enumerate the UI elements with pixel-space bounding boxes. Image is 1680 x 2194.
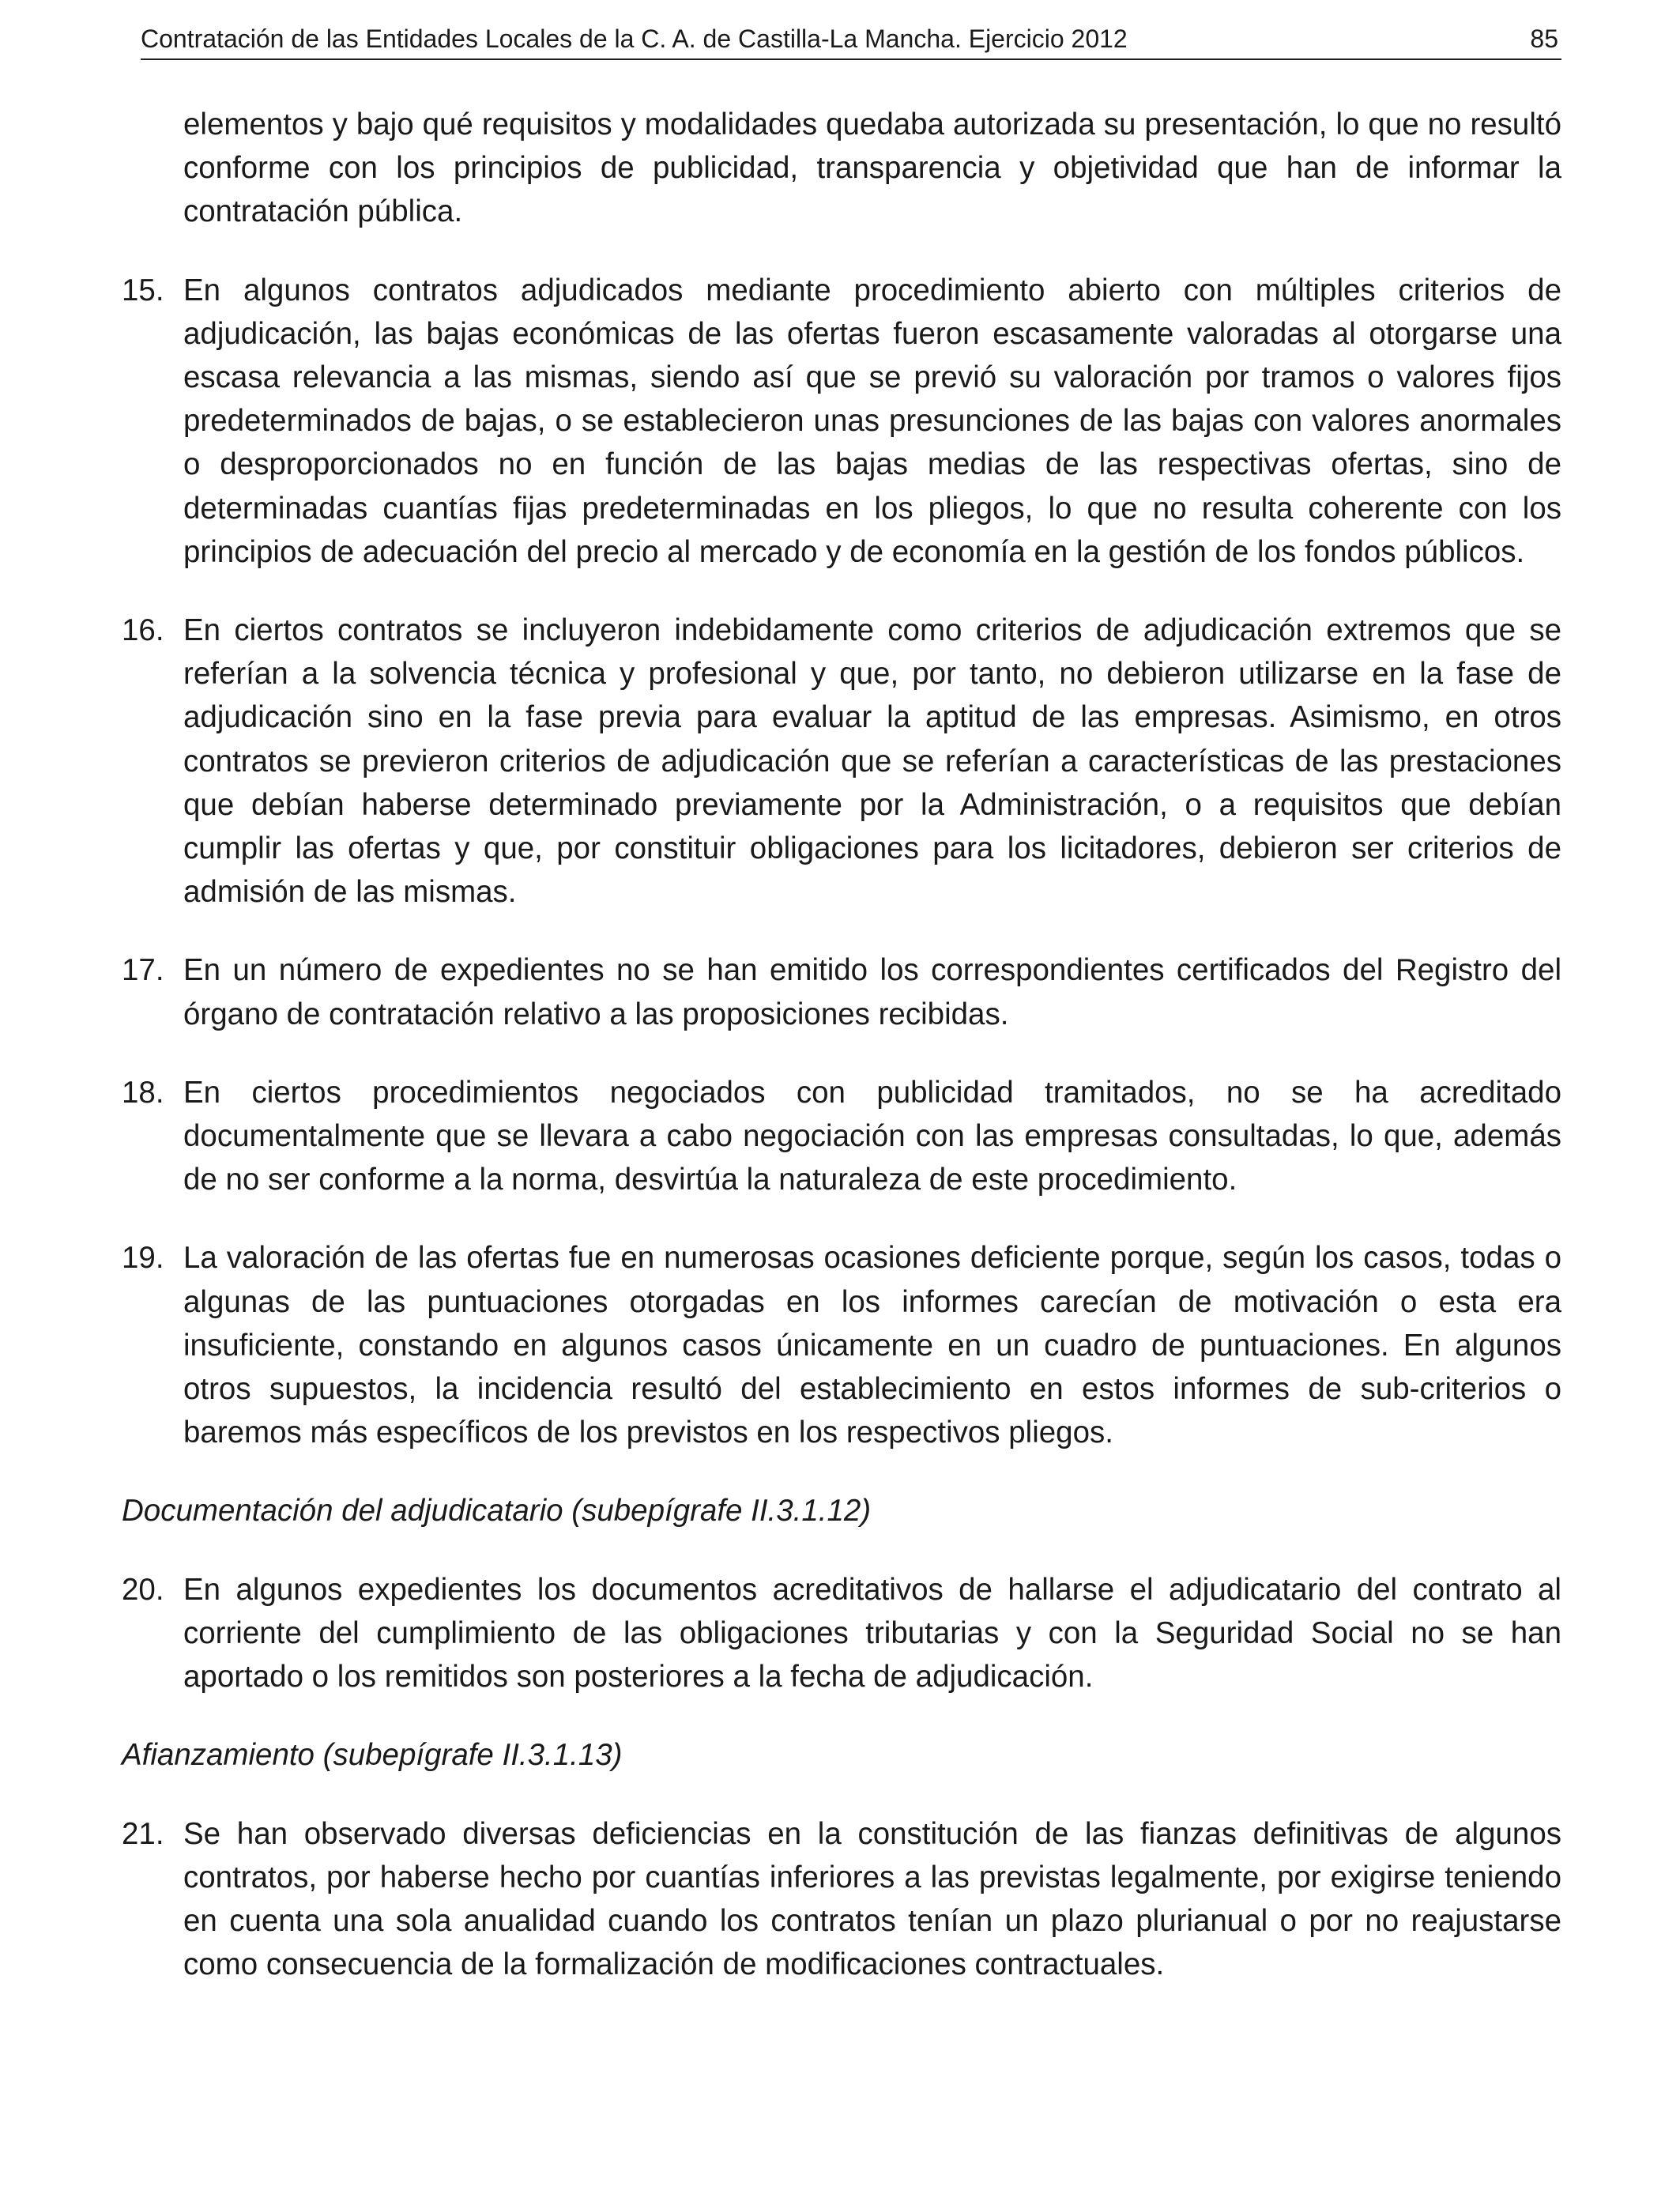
section-heading-documentacion: Documentación del adjudicatario (subepígrafe II.3.1.12) (122, 1494, 872, 1529)
item-number: 17. (122, 953, 164, 988)
document-body (122, 103, 1561, 2021)
list-item-20 (122, 1568, 1561, 1699)
item-number: 16. (122, 613, 164, 648)
page-header (141, 24, 1561, 60)
item-number: 21. (122, 1816, 164, 1851)
item-text: La valoración de las ofertas fue en numerosas ocasiones deficiente porque, según los casos, todas o algunas de las puntuaciones otorgadas en los informes carecían de motivación o esta era insuficiente, constando en algunos casos únicamente en un cuadro de puntuaciones. En algunos otros supuestos, la incidencia resultó del establecimiento en estos informes de sub-criterios o baremos más específicos de los previstos en los respectivos pliegos. (183, 1241, 1561, 1450)
item-text: En algunos contratos adjudicados mediante procedimiento abierto con múltiples criterios de adjudicación, las bajas económicas de las ofertas fueron escasamente valoradas al otorgarse una escasa relevancia a las mismas, siendo así que se previó su valoración por tramos o valores fijos predeterminados de bajas, o se establecieron unas presunciones de las bajas con valores anormales o desproporcionados no en función de las bajas medias de las respectivas ofertas, sino de determinadas cuantías fijas predeterminadas en los pliegos, lo que no resulta coherente con los principios de adecuación del precio al mercado y de economía en la gestión de los fondos públicos. (183, 273, 1561, 569)
list-item-15 (122, 269, 1561, 574)
item-text: En ciertos contratos se incluyeron indebidamente como criterios de adjudicación extremos que se referían a la solvencia técnica y profesional y que, por tanto, no debieron utilizarse en la fase de adjudicación sino en la fase previa para evaluar la aptitud de las empresas. Asimismo, en otros contratos se previeron criterios de adjudicación que se referían a características de las prestaciones que debían haberse determinado previamente por la Administración, o a requisitos que debían cumplir las ofertas y que, por constituir obligaciones para los licitadores, debieron ser criterios de admisión de las mismas. (183, 613, 1561, 910)
item-text: Se han observado diversas deficiencias en la constitución de las fianzas definitivas de algunos contratos, por haberse hecho por cuantías inferiores a las previstas legalmente, por exigirse teniendo en cuenta una sola anualidad cuando los contratos tenían un plazo plurianual o por no reajustarse como consecuencia de la formalización de modificaciones contractuales. (183, 1816, 1561, 1982)
continuation-paragraph: elementos y bajo qué requisitos y modalidades quedaba autorizada su presentación, lo que no resultó conforme con los principios de publicidad, transparencia y objetividad que han de informar la contratación pública. (183, 107, 1561, 229)
item-number: 20. (122, 1572, 164, 1607)
section-heading-afianzamiento: Afianzamiento (subepígrafe II.3.1.13) (122, 1738, 623, 1773)
list-item-21 (122, 1812, 1561, 1987)
list-item-16 (122, 609, 1561, 914)
item-text: En algunos expedientes los documentos acreditativos de hallarse el adjudicatario del contrato al corriente del cumplimiento de las obligaciones tributarias y con la Seguridad Social no se han aportado o los remitidos son posteriores a la fecha de adjudicación. (183, 1572, 1561, 1695)
item-number: 19. (122, 1241, 164, 1276)
list-item-17 (122, 948, 1561, 1035)
item-text: En ciertos procedimientos negociados con publicidad tramitados, no se ha acreditado documentalmente que se llevara a cabo negociación con las empresas consultadas, lo que, además de no ser conforme a la norma, desvirtúa la naturaleza de este procedimiento. (183, 1075, 1561, 1197)
page-number: 85 (1530, 25, 1558, 53)
list-item-18 (122, 1071, 1561, 1202)
item-number: 15. (122, 273, 164, 307)
header-title: Contratación de las Entidades Locales de la C. A. de Castilla-La Mancha. Ejercicio 2012 (141, 25, 1128, 53)
item-text: En un número de expedientes no se han emitido los correspondientes certificados del Registro del órgano de contratación relativo a las proposiciones recibidas. (183, 953, 1561, 1031)
item-number: 18. (122, 1075, 164, 1110)
list-item-19 (122, 1236, 1561, 1454)
